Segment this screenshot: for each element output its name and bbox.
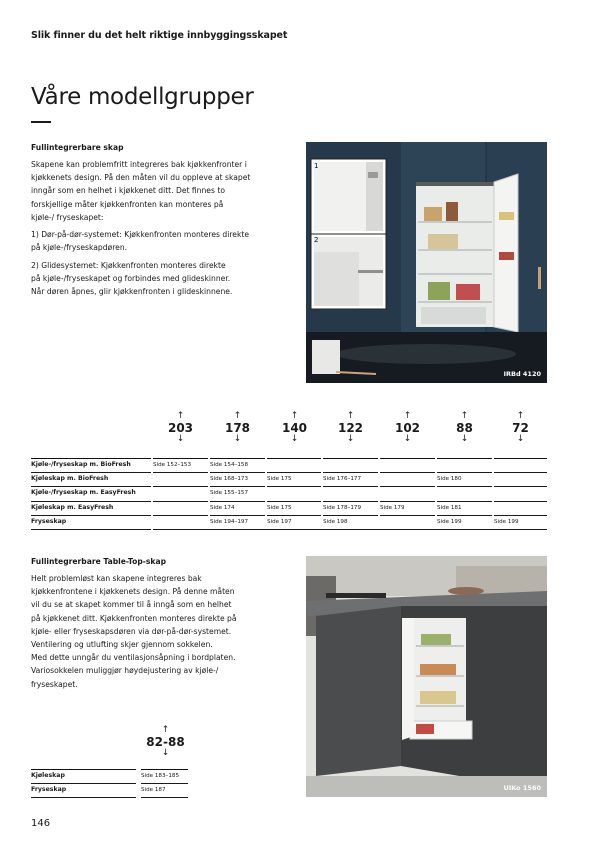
section1-paragraph-1: Skapene kan problemfritt integreres bak kjøkkenfronter i kjøkkenets design. På den måten vil du oppleve at skapet inngår som en helhet i kjøkkenet ditt. Det finnes to forskjellige måter kjøkkenfronten kan monteres på kjøle-/ fryseskapet: (31, 160, 251, 222)
section1-paragraph-2: 1) Dør-på-dør-systemet: Kjøkkenfronten monteres direkte på kjøle-/fryseskapdøren. (31, 230, 250, 253)
table-cell: Side 176–177 (323, 472, 378, 485)
height-arrow-down-icon: ↓ (233, 434, 242, 444)
height-column-72 (494, 412, 547, 444)
table-cell: Side 174 (210, 501, 265, 514)
table-cell: Side 187 (141, 783, 188, 796)
title-rule (31, 121, 51, 123)
image-caption: IRBd 4120 (503, 370, 541, 378)
table-cell: Side 152–153 (153, 458, 208, 471)
fridge-kitchen-photo (306, 142, 547, 383)
image-caption: UIKo 1560 (503, 784, 541, 792)
table-bottom-rule (31, 529, 151, 530)
height-arrow-down-icon: ↓ (516, 434, 525, 444)
table-row-label: Kjøleskap (31, 769, 136, 782)
height-value: 140 (281, 421, 308, 435)
height-arrow-up-icon: ↑ (233, 411, 242, 421)
table-bottom-rule (31, 797, 136, 798)
table-cell (323, 458, 378, 471)
height-arrow-down-icon: ↓ (161, 748, 170, 758)
table-cell: Side 155–157 (210, 486, 265, 499)
table-cell (380, 486, 435, 499)
table-cell: Side 175 (267, 501, 321, 514)
height-arrow-up-icon: ↑ (403, 411, 412, 421)
table-cell (380, 472, 435, 485)
table-cell (267, 486, 321, 499)
table-cell (437, 458, 492, 471)
height-column-88 (437, 412, 492, 444)
table-cell: Side 199 (437, 515, 492, 528)
table-cell: Side 178–179 (323, 501, 378, 514)
table-cell (267, 458, 321, 471)
height-value: 72 (512, 421, 529, 435)
height-value: 102 (394, 421, 421, 435)
table-cell (380, 458, 435, 471)
table-cell: Side 198 (323, 515, 378, 528)
inset-label-2: 2 (314, 236, 319, 244)
table-cell: Side 175 (267, 472, 321, 485)
tabletop-kitchen-illustration (306, 556, 547, 797)
page-title: Våre modellgrupper (31, 84, 254, 110)
section1-paragraph-3: 2) Glidesystemet: Kjøkkenfronten monteres direkte på kjøle-/fryseskapet og forbindes med glideskinner. Når døren åpnes, glir kjøkkenfronten i glideskinnene. (31, 261, 233, 297)
height-value: 122 (337, 421, 364, 435)
table-cell: Side 168–173 (210, 472, 265, 485)
table-cell: Side 180 (437, 472, 492, 485)
height-arrow-down-icon: ↓ (403, 434, 412, 444)
table-cell: Side 154–158 (210, 458, 265, 471)
height-arrow-up-icon: ↑ (516, 411, 525, 421)
table-cell: Side 199 (494, 515, 547, 528)
height-arrow-up-icon: ↑ (460, 411, 469, 421)
height-value: 82-88 (146, 735, 185, 749)
table-cell (494, 486, 547, 499)
section1-title: Fullintegrerbare skap (31, 143, 124, 152)
height-column-122 (323, 412, 378, 444)
table-cell (153, 486, 208, 499)
height-arrow-up-icon: ↑ (176, 411, 185, 421)
height-column-178 (210, 412, 265, 444)
height-column-203 (153, 412, 208, 444)
height-arrow-down-icon: ↓ (176, 434, 185, 444)
table-row-label: Fryseskap (31, 783, 136, 796)
height-arrow-down-icon: ↓ (290, 434, 299, 444)
table-row-label: Fryseskap (31, 515, 151, 528)
height-value: 88 (456, 421, 473, 435)
table-cell (323, 486, 378, 499)
table-cell (380, 515, 435, 528)
table-cell (153, 501, 208, 514)
table-row-label: Kjøleskap m. BioFresh (31, 472, 151, 485)
table-row-label: Kjøle-/fryseskap m. EasyFresh (31, 486, 151, 499)
height-value: 178 (224, 421, 251, 435)
height-column-140 (267, 412, 322, 444)
tabletop-kitchen-photo (306, 556, 547, 797)
table-cell (494, 472, 547, 485)
table-cell: Side 194–197 (210, 515, 265, 528)
table-bottom-rule (153, 529, 547, 530)
height-column-82-88 (138, 726, 193, 758)
table-cell: Side 181 (437, 501, 492, 514)
table-row-label: Kjøle-/fryseskap m. BioFresh (31, 458, 151, 471)
table-cell (494, 458, 547, 471)
height-arrow-down-icon: ↓ (346, 434, 355, 444)
section2-title: Fullintegrerbare Table-Top-skap (31, 557, 167, 566)
height-arrow-up-icon: ↑ (290, 411, 299, 421)
height-column-102 (380, 412, 435, 444)
table-cell (153, 515, 208, 528)
table-cell: Side 197 (267, 515, 321, 528)
inset-label-1: 1 (314, 162, 319, 170)
fridge-kitchen-illustration (306, 142, 547, 383)
height-arrow-up-icon: ↑ (161, 725, 170, 735)
table-cell (153, 472, 208, 485)
page-number: 146 (31, 818, 51, 829)
height-value: 203 (167, 421, 194, 435)
running-header: Slik finner du det helt riktige innbyggingsskapet (31, 30, 288, 41)
table-cell: Side 183–185 (141, 769, 188, 782)
table-bottom-rule (141, 797, 188, 798)
table-cell: Side 179 (380, 501, 435, 514)
height-arrow-up-icon: ↑ (346, 411, 355, 421)
height-arrow-down-icon: ↓ (460, 434, 469, 444)
table-row-label: Kjøleskap m. EasyFresh (31, 501, 151, 514)
table-cell (494, 501, 547, 514)
table-cell (437, 486, 492, 499)
section2-paragraph: Helt problemløst kan skapene integreres bak kjøkkenfrontene i kjøkkenets design. På denne måten vil du se at skapet kommer til å inngå som en helhet på kjøkkenet ditt. Kjøkkenfronten monteres direkte på kjøle- eller fryseskapsdøren via dør-på-dør-systemet. Ventilering og utlufting skjer gjennom sokkelen. Med dette unngår du ventilasjonsåpning i bordplaten. Variosokkelen muliggjør høydejustering av kjøle-/ fryseskapet. (31, 574, 237, 689)
